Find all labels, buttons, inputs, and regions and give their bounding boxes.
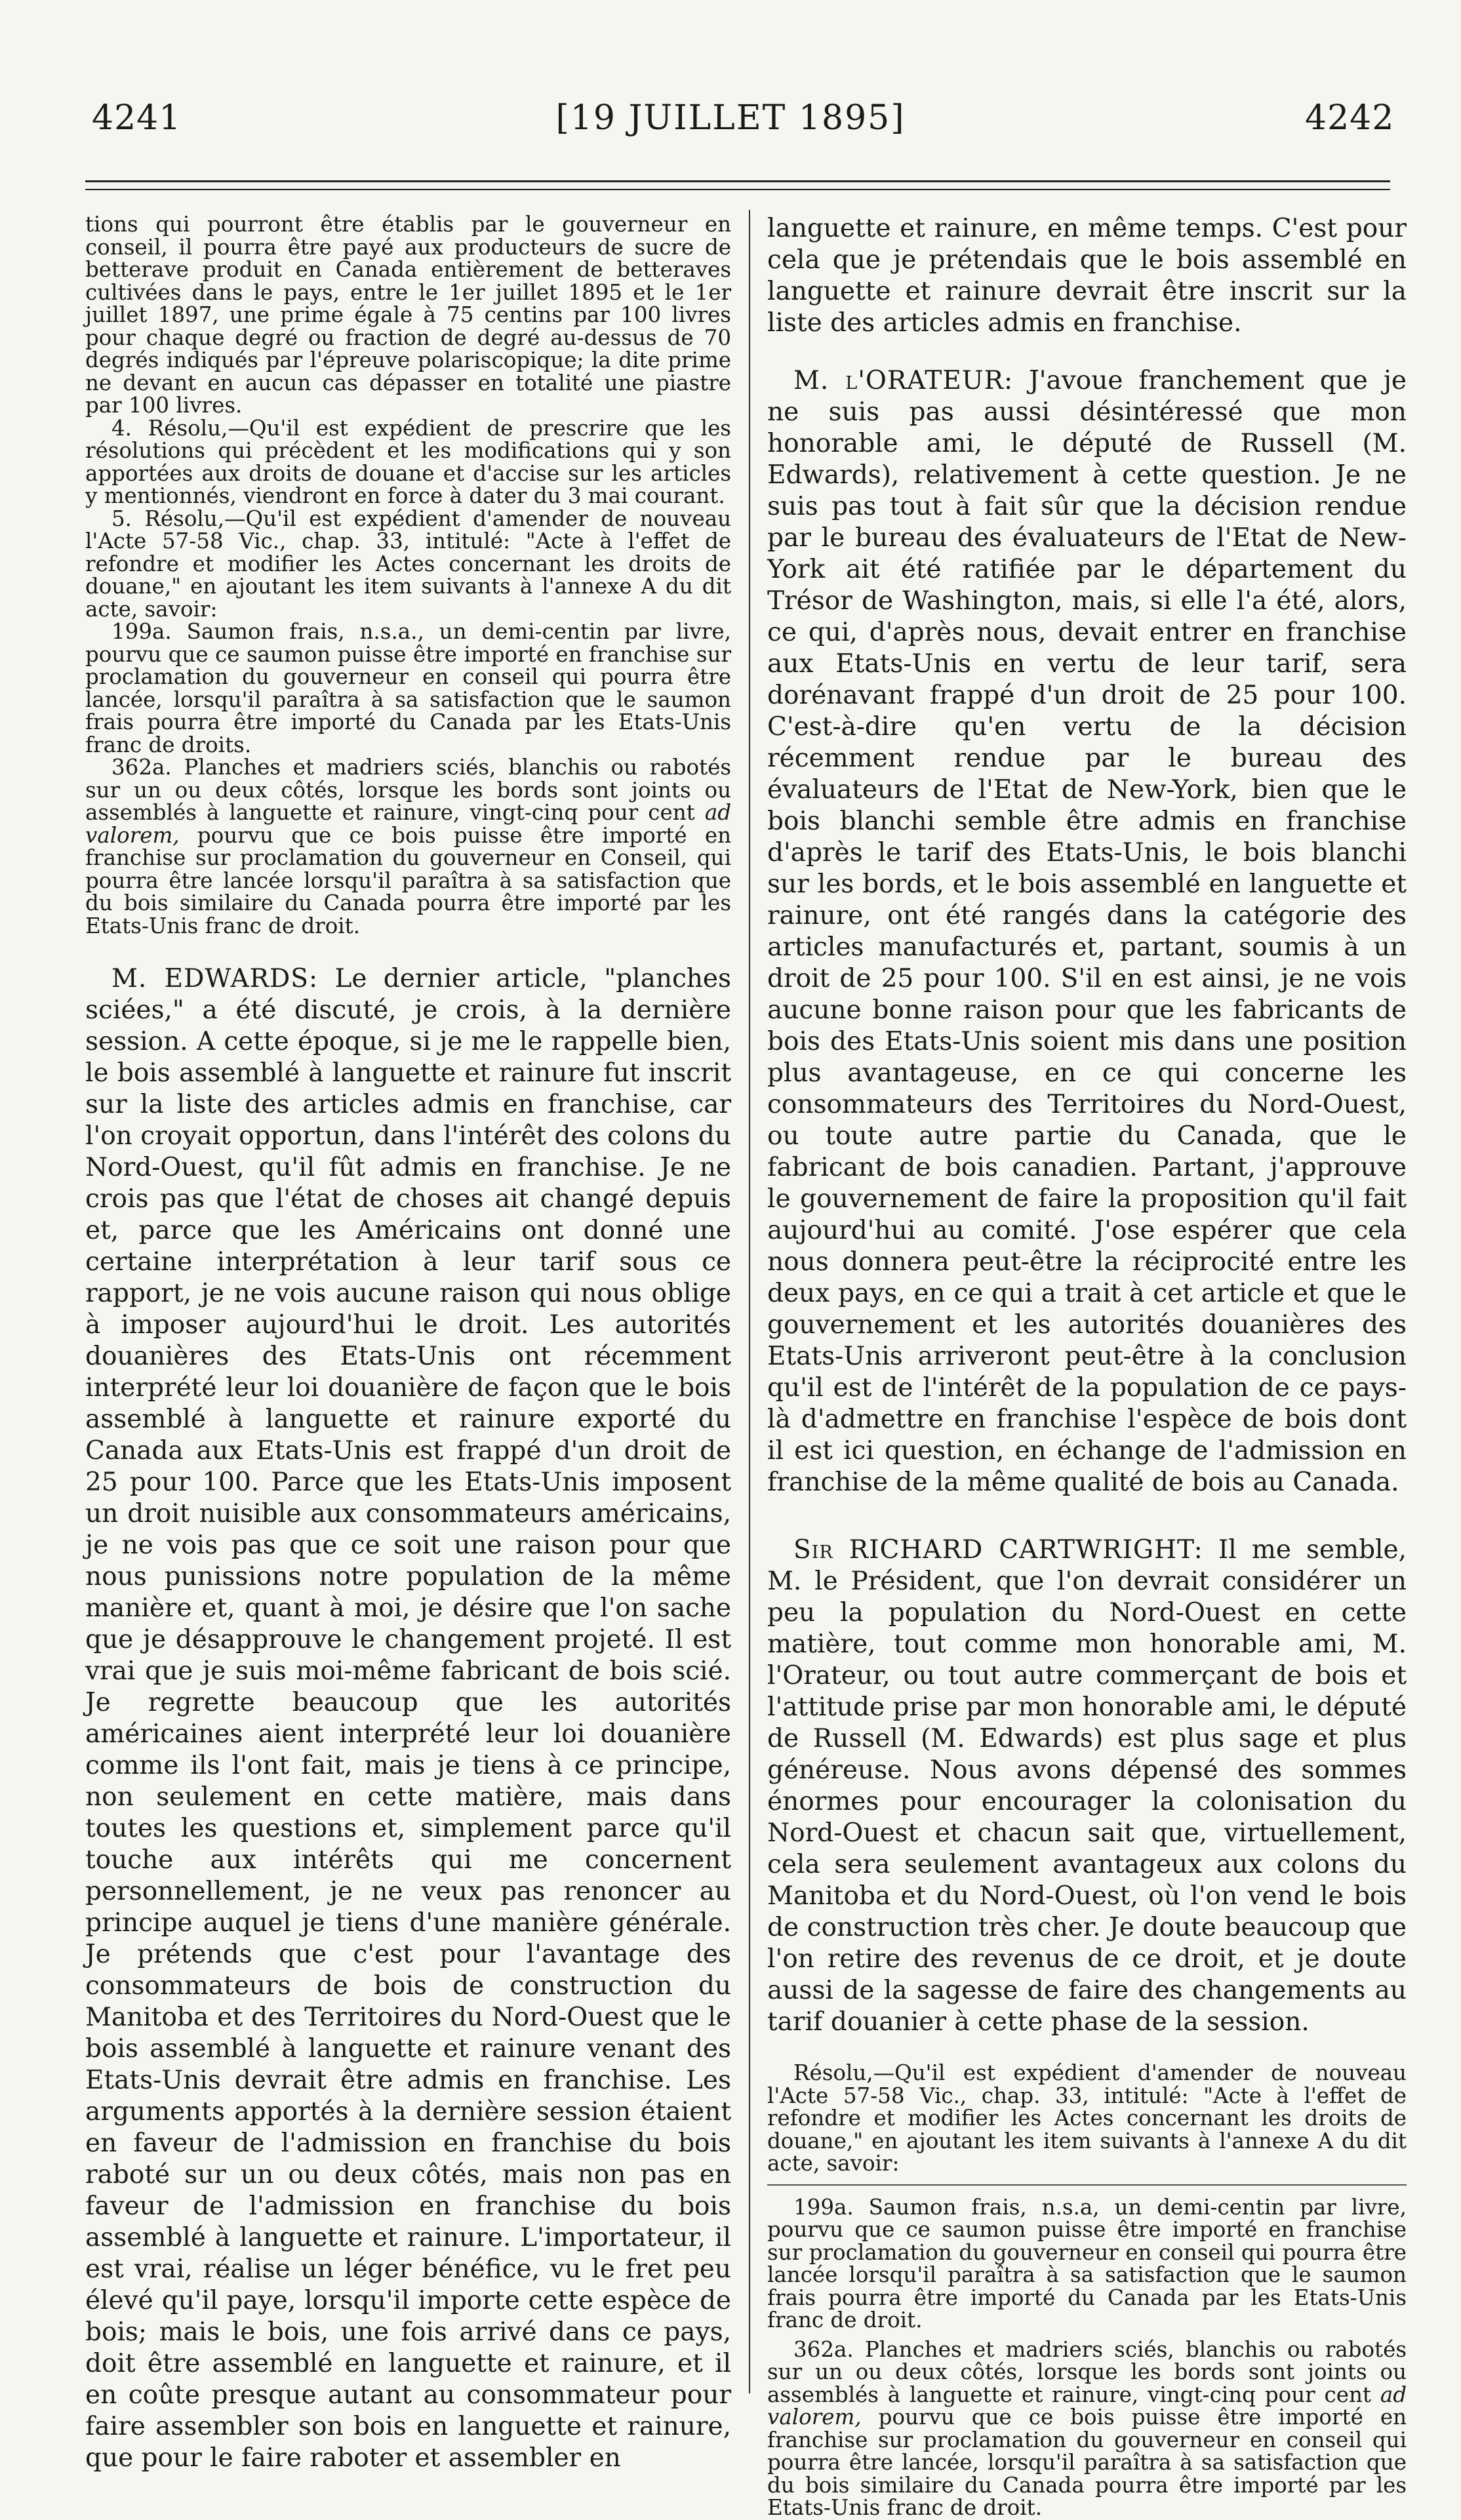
speech-orateur-text: J'avoue franchement que je ne suis pas aussi désintéressé que mon honorable ami, le député de Russell (M. Edwards), relativement à cette question. Je ne suis pas tout à fait sûr que la décision rendue par le bureau des évaluateurs de l'Etat de New-York ait été ratifiée par le département du Trésor de Washington, mais, si elle l'a été, alors, ce qui, d'après nous, devait entrer en franchise aux Etats-Unis en vertu de leur tarif, sera dorénavant frappé d'un droit de 25 pour 100. C'est-à-dire qu'en vertu de la décision récemment rendue par le bureau des évaluateurs de l'Etat de New-York, bien que le bois blanchi semble être admis en franchise d'après le tarif des Etats-Unis, le bois blanchi sur les bords, et le bois assemblé en languette et rainure, ont été rangés dans la catégorie des articles manufacturés et, partant, soumis à un droit de 25 pour 100. S'il en est ainsi, je ne vois aucune bonne raison pour que les fabricants de bois des Etats-Unis soient mis dans une position plus avantageuse, en ce qui concerne les consommateurs des Territoires du Nord-Ouest, ou toute autre partie du Canada, que le fabricant de bois canadien. Partant, j'approuve le gouvernement de faire la proposition qu'il fait aujourd'hui au comité. J'ose espérer que cela nous donnera peut-être la réciprocité entre les deux pays, en ce qui a trait à cet article et que le gouvernement et les autorités douanières des Etats-Unis arriveront peut-être à la conclusion qu'il est de l'intérêt de la population de ce pays-là d'admettre en franchise l'espèce de bois dont il est ici question, en échange de l'admission en franchise de la même qualité de bois au Canada. [767,366,1407,1497]
left-column [85,213,731,2474]
tariff-item-362a-final-text: 362a. Planches et madriers sciés, blanchis ou rabotés sur un ou deux côtés, lorsque les bords sont joints ou assemblés à languette et rainure, vingt-cinq pour cent [767,2336,1407,2407]
speaker-orateur: M. l'ORATEUR: [793,366,1014,395]
tariff-item-199a-final: 199a. Saumon frais, n.s.a, un demi-centin par livre, pourvu que ce saumon puisse être importé en franchise sur proclamation du gouverneur en conseil qui pourra être lancée lorsqu'il paraîtra à sa satisfaction que le saumon frais pourra être importé du Canada par les Etats-Unis franc de droit. [767,2194,1407,2332]
resolution-item-4: 4. Résolu,—Qu'il est expédient de prescrire que les résolutions qui précèdent et les modifications qui y son apportées aux droits de douane et d'accise sur les articles y mentionnés, viendront en force à dater du 3 mai courant. [85,415,731,508]
resolution-item-5: 5. Résolu,—Qu'il est expédient d'amender de nouveau l'Acte 57-58 Vic., chap. 33, intitulé: "Acte à l'effet de refondre et modifier les Actes concernant les droits de douane," en ajoutant les item suivants à l'annexe A du dit acte, savoir: [85,506,731,622]
page-date: [19 JUILLET 1895] [555,98,906,138]
speech-cartwright-text: Il me semble, M. le Président, que l'on devrait considérer un peu la population du Nord-Ouest en cette matière, tout comme mon honorable ami, M. l'Orateur, ou tout autre commerçant de bois et l'attitude prise par mon honorable ami, le député de Russell (M. Edwards) est plus sage et plus généreuse. Nous avons dépensé des sommes énormes pour encourager la colonisation du Nord-Ouest et chacun sait que, virtuellement, cela sera seulement avantageux aux colons du Manitoba et du Nord-Ouest, où l'on vend le bois de construction très cher. Je doute beaucoup que l'on retire des revenus de ce droit, et je doute aussi de la sagesse de faire des changements au tarif douanier à cette phase de la session. [767,1535,1407,2037]
tariff-item-362a-final-text-cont: pourvu que ce bois puisse être importé en franchise sur proclamation du gouverneur en conseil qui pourra être lancée, lorsqu'il paraîtra à sa satisfaction que du bois similaire du Canada pourra être importé par les Etats-Unis franc de droit. [767,2405,1407,2520]
resolution-text: tions qui pourront être établis par le gouverneur en conseil, il pourra être payé aux producteurs de sucre de betterave produit en Canada entièrement de betteraves cultivées dans le pays, entre le 1er juillet 1895 et le 1er juillet 1897, une prime égale à 75 centins par 100 livres pour chaque degré ou fraction de degré au-dessus de 70 degrés indiqués par l'épreuve polariscopique; la dite prime ne devant en aucun cas dépasser en totalité une piastre par 100 livres. [85,212,731,418]
resolution-final: Résolu,—Qu'il est expédient d'amender de nouveau l'Acte 57-58 Vic., chap. 33, intitulé: "Acte à l'effet de refondre et modifier les Actes concernant les droits de douane," en ajoutant les item suivants à l'annexe A du dit acte, savoir: [767,2060,1407,2176]
speech-edwards-continued: languette et rainure, en même temps. C'est pour cela que je prétendais que le bois assemblé en languette et rainure devrait être inscrit sur la liste des articles admis en franchise. [767,214,1407,338]
ad-valorem-final: ad valorem, [767,2382,1407,2430]
tariff-item-362a-text: 362a. Planches et madriers sciés, blanchis ou rabotés sur un ou deux côtés, lorsque les bords sont joints ou assemblés à languette et rainure, vingt-cinq pour cent [85,755,731,825]
page-header [0,85,1461,138]
tariff-item-199a: 199a. Saumon frais, n.s.a., un demi-centin par livre, pourvu que ce saumon puisse être importé en franchise sur proclamation du gouverneur en conseil qui pourra être lancée, lorsqu'il paraîtra à sa satisfaction que le saumon frais pourra être importé du Canada par les Etats-Unis franc de droits. [85,619,731,757]
right-column [767,213,1407,2519]
tariff-item-362a-final [767,2338,1407,2519]
tariff-item-362a [85,756,731,937]
speech-orateur [767,365,1407,1498]
page-number-left: 4241 [92,98,182,138]
speech-edwards [85,963,731,2474]
header-rule-thin [85,189,1390,190]
speaker-edwards: M. EDWARDS: [111,964,319,993]
speech-edwards-text: Le dernier article, "planches sciées," a été discuté, je crois, à la dernière session. A cette époque, si je me le rappelle bien, le bois assemblé à languette et rainure fut inscrit sur la liste des articles admis en franchise, car l'on croyait opportun, dans l'intérêt des colons du Nord-Ouest, qu'il fût admis en franchise. Je ne crois pas que l'état de choses ait changé depuis et, parce que les Américains ont donné une certaine interprétation à leur tarif sous ce rapport, je ne vois aucune raison qui nous oblige à imposer aujourd'hui le droit. Les autorités douanières des Etats-Unis ont récemment interprété leur loi douanière de façon que le bois assemblé à languette et rainure exporté du Canada aux Etats-Unis est frappé d'un droit de 25 pour 100. Parce que les Etats-Unis imposent un droit nuisible aux consommateurs américains, je ne vois pas que ce soit une raison pour que nous punissions notre population de la même manière et, quant à moi, je désire que l'on sache que je désapprouve le changement projeté. Il est vrai que je suis moi-même fabricant de bois scié. Je regrette beaucoup que les autorités américaines aient interprété leur loi douanière comme ils l'ont fait, mais je tiens à ce principe, non seulement en cette matière, mais dans toutes les questions et, simplement parce qu'il touche aux intérêts qui me concernent personnellement, je ne veux pas renoncer au principe auquel je tiens d'une manière générale. Je prétends que c'est pour l'avantage des consommateurs de bois de construction du Manitoba et des Territoires du Nord-Ouest que le bois assemblé à languette et rainure venant des Etats-Unis devrait être admis en franchise. Les arguments apportés à la dernière session étaient en faveur de l'admission en franchise du bois raboté sur un ou deux côtés, mais non pas en faveur de l'admission en franchise du bois assemblé à languette et rainure. L'importateur, il est vrai, réalise un léger bénéfice, vu le fret peu élevé qu'il paye, lorsqu'il importe cette espèce de bois; mais le bois, une fois arrivé dans ce pays, doit être assemblé en languette et rainure, et il en coûte presque autant au consommateur pour faire assembler son bois en languette et rainure, que pour le faire raboter et assembler en [85,964,731,2473]
column-divider [749,210,750,2393]
speaker-cartwright: Sir RICHARD CARTWRIGHT: [793,1535,1203,1565]
ad-valorem: ad valorem, [85,800,731,848]
page-number-right: 4242 [1305,98,1395,138]
tariff-item-362a-text-cont: pourvu que ce bois puisse être importé en franchise sur proclamation du gouverneur en Conseil, qui pourra être lancée lorsqu'il paraîtra à sa satisfaction que du bois similaire du Canada pourra être importé par les Etats-Unis franc de droit. [85,822,731,938]
header-rule [85,180,1390,182]
resolution-separator [767,2184,1407,2186]
speech-cartwright [767,1534,1407,2038]
